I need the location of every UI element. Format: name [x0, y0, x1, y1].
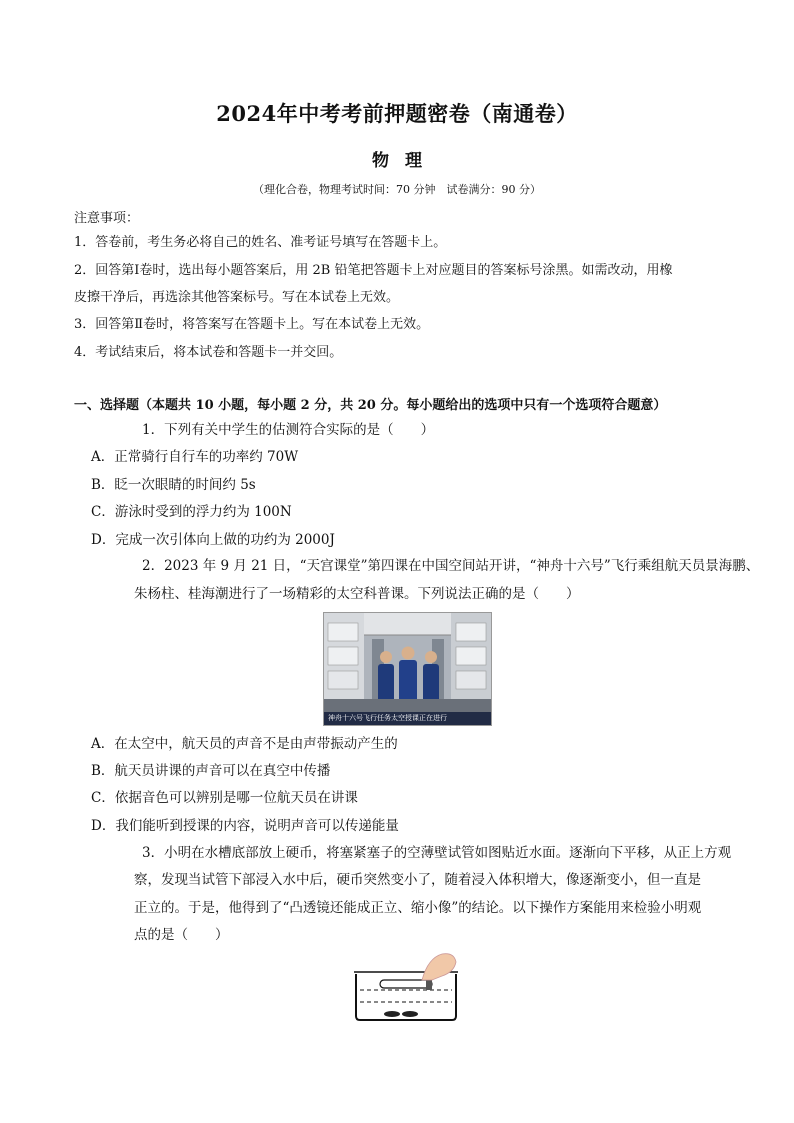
space-station-illustration	[324, 613, 491, 725]
notice-item-2-cont: 皮擦干净后，再选涂其他答案标号。写在本试卷上无效。	[74, 290, 400, 305]
exam-info: （理化合卷，物理考试时间：70 分钟 试卷满分：90 分）	[253, 183, 541, 196]
water-tank-apparatus-figure	[350, 950, 462, 1024]
question-2-stem-line-2: 朱杨柱、桂海潮进行了一场精彩的太空科普课。下列说法正确的是（ ）	[134, 586, 580, 602]
question-1-option-a: A．正常骑行自行车的功率约 70W	[91, 449, 299, 465]
question-1-stem: 1．下列有关中学生的估测符合实际的是（ ）	[142, 422, 435, 438]
question-2-option-c: C．依据音色可以辨别是哪一位航天员在讲课	[91, 790, 358, 806]
question-1-option-c: C．游泳时受到的浮力约为 100N	[91, 504, 292, 520]
notice-item-3: 3．回答第Ⅱ卷时，将答案写在答题卡上。写在本试卷上无效。	[74, 317, 430, 332]
subject-title: 物理	[372, 151, 438, 171]
photo-caption: 神舟十六号飞行任务太空授课正在进行	[324, 712, 492, 725]
question-2-option-d: D．我们能听到授课的内容，说明声音可以传递能量	[91, 818, 399, 834]
question-3-stem-line-4: 点的是（ ）	[134, 927, 229, 943]
notice-item-2: 2．回答第Ⅰ卷时，选出每小题答案后，用 2B 铅笔把答题卡上对应题目的答案标号涂黑。如需改动，用橡	[74, 263, 673, 278]
question-3-stem-line-2: 察，发现当试管下部浸入水中后，硬币突然变小了，随着浸入体积增大，像逐渐变小，但一直是	[134, 872, 701, 888]
question-2-option-b: B．航天员讲课的声音可以在真空中传播	[91, 763, 331, 779]
section-heading: 一、选择题（本题共 10 小题，每小题 2 分，共 20 分。每小题给出的选项中只有一个选项符合题意）	[74, 398, 667, 413]
question-3-stem-line-3: 正立的。于是，他得到了“凸透镜还能成正立、缩小像”的结论。以下操作方案能用来检验小明观	[134, 900, 702, 916]
notice-heading: 注意事项：	[74, 211, 140, 226]
question-2-stem-line-1: 2．2023 年 9 月 21 日，“天宫课堂”第四课在中国空间站开讲，“神舟十六号”飞行乘组航天员景海鹏、	[142, 558, 760, 574]
question-2-option-a: A．在太空中，航天员的声音不是由声带振动产生的	[91, 736, 398, 752]
space-station-photo	[323, 612, 492, 726]
question-1-option-b: B．眨一次眼睛的时间约 5s	[91, 477, 256, 493]
question-1-option-d: D．完成一次引体向上做的功约为 2000J	[91, 532, 335, 548]
notice-item-4: 4．考试结束后，将本试卷和答题卡一并交回。	[74, 345, 343, 360]
exam-title: 2024年中考考前押题密卷（南通卷）	[216, 101, 578, 126]
notice-item-1: 1．答卷前，考生务必将自己的姓名、准考证号填写在答题卡上。	[74, 235, 447, 250]
question-3-stem-line-1: 3．小明在水槽底部放上硬币，将塞紧塞子的空薄壁试管如图贴近水面。逐渐向下平移，从正上方观	[142, 845, 732, 861]
